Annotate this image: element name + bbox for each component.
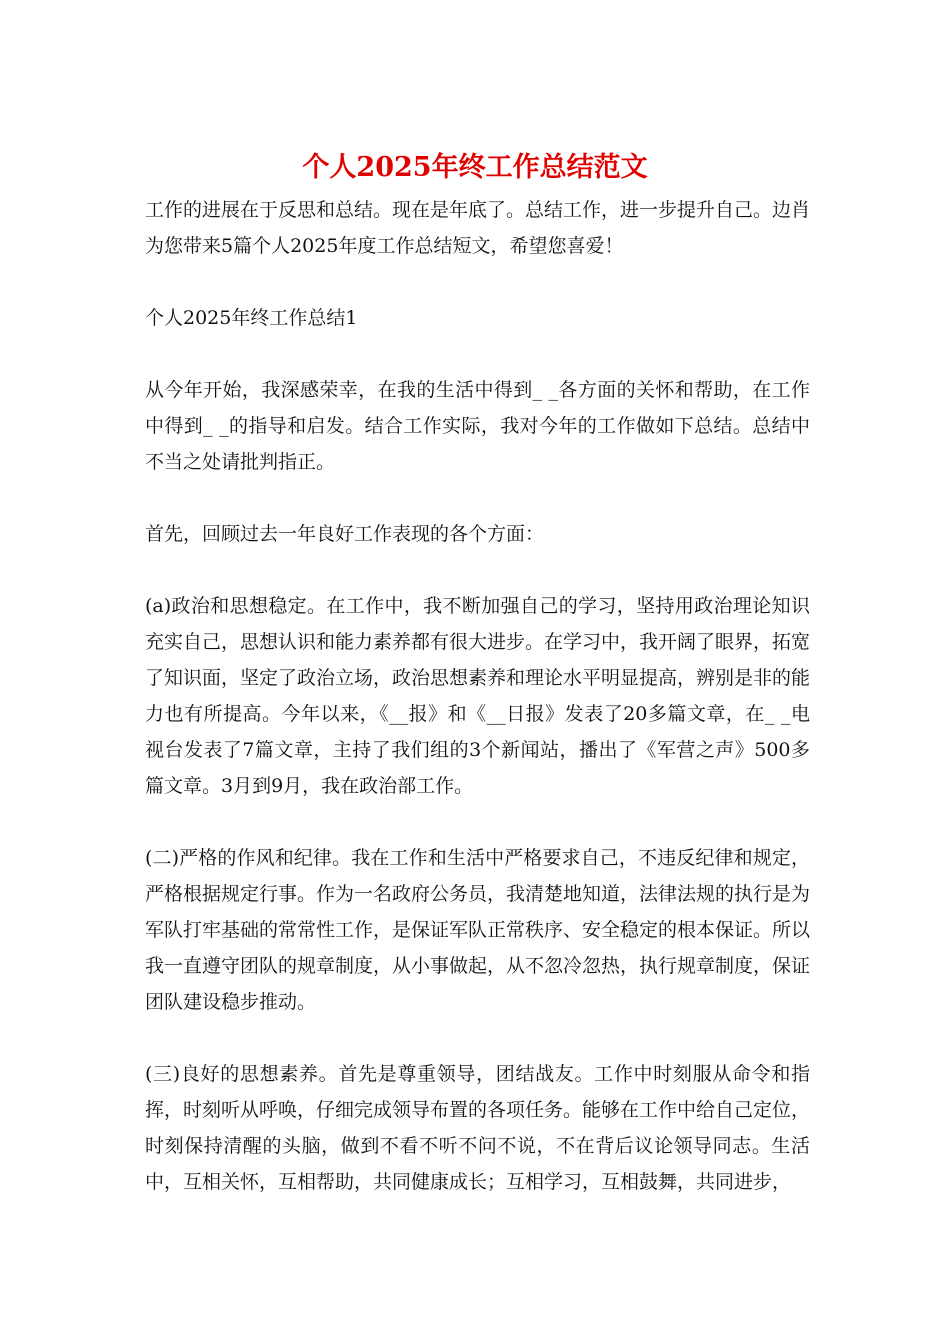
body-paragraph: 首先，回顾过去一年良好工作表现的各个方面： <box>145 523 545 545</box>
body-paragraph: (二)严格的作风和纪律。我在工作和生活中严格要求自己，不违反纪律和规定，严格根据规定行事。作为一名政府公务员，我清楚地知道，法律法规的执行是为军队打牢基础的常常性工作，是保证军队正常秩序、安全稳定的根本保证。所以我一直遵守团队的规章制度，从小事做起，从不忽冷忽热，执行规章制度，保证团队建设稳步推动。 <box>145 847 811 1013</box>
intro-paragraph: 工作的进展在于反思和总结。现在是年底了。总结工作，进一步提升自己。边肖为您带来5篇个人2025年度工作总结短文，希望您喜爱！ <box>145 199 811 257</box>
body-paragraph: (三)良好的思想素养。首先是尊重领导，团结战友。工作中时刻服从命令和指挥，时刻听从呼唤，仔细完成领导布置的各项任务。能够在工作中给自己定位，时刻保持清醒的头脑，做到不看不听不问不说，不在背后议论领导同志。生活中，互相关怀，互相帮助，共同健康成长；互相学习，互相鼓舞，共同进步， <box>145 1063 811 1193</box>
document-title: 个人2025年终工作总结范文 <box>302 152 648 183</box>
body-paragraph: (a)政治和思想稳定。在工作中，我不断加强自己的学习，坚持用政治理论知识充实自己，思想认识和能力素养都有很大进步。在学习中，我开阔了眼界，拓宽了知识面，坚定了政治立场，政治思想素养和理论水平明显提高，辨别是非的能力也有所提高。今年以来，《__报》和《__日报》发表了20多篇文章，在_ _电视台发表了7篇文章，主持了我们组的3个新闻站，播出了《军营之声》500多篇文章。3月到9月，我在政治部工作。 <box>145 595 811 797</box>
document-body <box>145 192 810 1236</box>
body-paragraph: 从今年开始，我深感荣幸，在我的生活中得到_ _各方面的关怀和帮助，在工作中得到_ _的指导和启发。结合工作实际，我对今年的工作做如下总结。总结中不当之处请批判指正。 <box>145 379 810 473</box>
section-heading: 个人2025年终工作总结1 <box>145 307 358 329</box>
